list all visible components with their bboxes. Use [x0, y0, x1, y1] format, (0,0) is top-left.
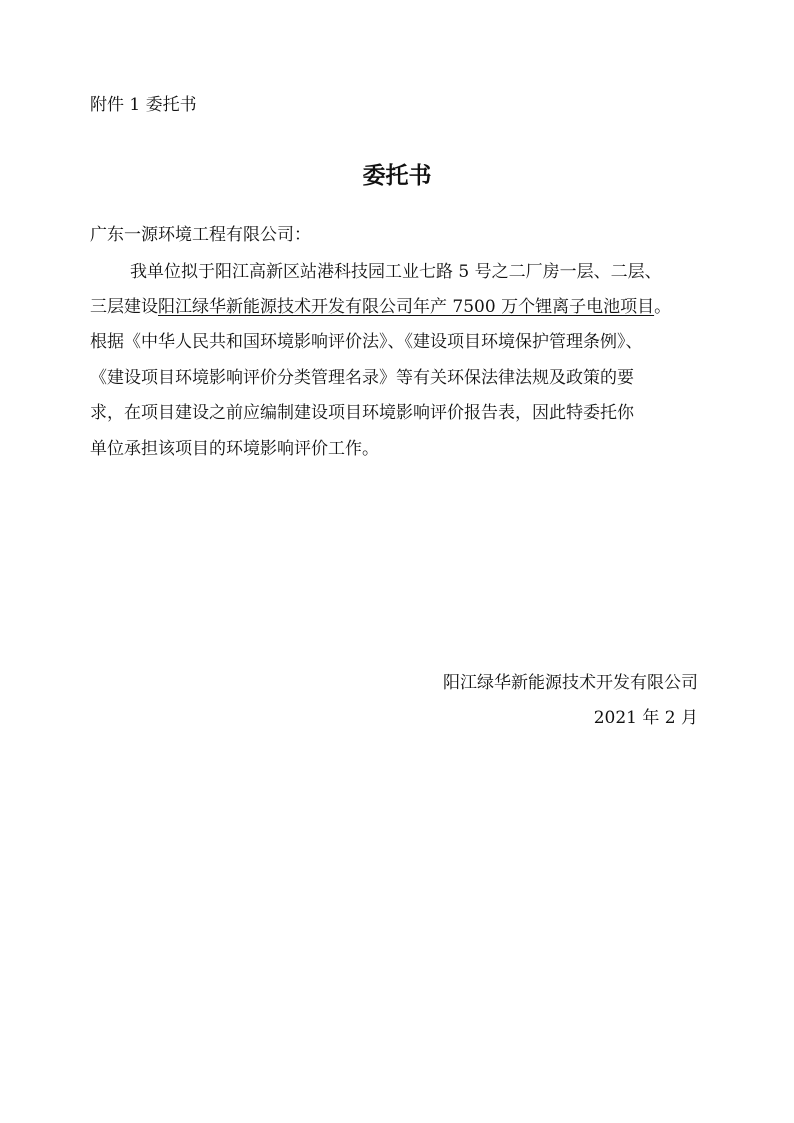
signature-company: 阳江绿华新能源技术开发有限公司	[443, 673, 698, 693]
body-line-4: 《建设项目环境影响评价分类管理名录》等有关环保法律法规及政策的要	[90, 368, 634, 388]
body-line-3: 根据《中华人民共和国环境影响评价法》、《建设项目环境保护管理条例》、	[90, 332, 643, 352]
body-line-1: 我单位拟于阳江高新区站港科技园工业七路 5 号之二厂房一层、二层、	[130, 262, 662, 282]
attachment-label: 附件 1 委托书	[90, 95, 197, 115]
document-title: 委托书	[362, 163, 432, 189]
body-line-2-suffix: 。	[654, 297, 672, 317]
project-name: 阳江绿华新能源技术开发有限公司年产 7500 万个锂离子电池项目	[158, 297, 655, 317]
body-line-6: 单位承担该项目的环境影响评价工作。	[90, 439, 379, 459]
body-line-5: 求，在项目建设之前应编制建设项目环境影响评价报告表，因此特委托你	[90, 403, 634, 423]
body-line-2-prefix: 三层建设	[90, 297, 158, 317]
signature-date: 2021 年 2 月	[593, 708, 698, 728]
body-line-2	[90, 294, 671, 320]
addressee-line: 广东一源环境工程有限公司：	[90, 225, 311, 245]
